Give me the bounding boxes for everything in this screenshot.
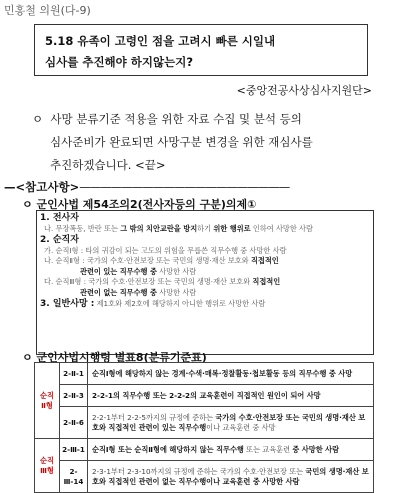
code-cell: 2-Ⅲ-14 xyxy=(60,461,88,493)
clause-text: 사망한 사람 xyxy=(156,266,197,276)
type-1-clause: 가. 순직Ⅰ형 : 타의 귀감이 되는 고도의 위험을 무릅쓴 직무수행 중 사망한 사람 xyxy=(44,245,287,255)
desc-cell xyxy=(88,439,374,461)
table-row xyxy=(35,385,374,407)
clause-text: 하기 xyxy=(197,224,214,233)
clause-text: 제1호와 제2호에 해당하지 아니한 행위로 사망한 사람 xyxy=(94,298,266,308)
code-cell: 2-Ⅱ-3 xyxy=(60,385,88,407)
general-death-clause xyxy=(40,299,370,310)
group-label: 순직 Ⅱ형 xyxy=(40,390,54,410)
question-line-2: 심사를 추진해야 하지않는지? xyxy=(45,55,193,69)
code-cell: 2-Ⅱ-6 xyxy=(60,407,88,439)
desc-cell: 순직Ⅰ형에 해당하지 않는 경계·수색·매복·정찰활동·첩보활동 등의 직무수행 중 사망 xyxy=(88,363,374,385)
question-source: <중앙전공사상심사지원단> xyxy=(236,84,372,97)
group-label: 순직 Ⅲ형 xyxy=(40,455,54,475)
clause-text: 사망한 사람 xyxy=(156,287,197,297)
reference-dashes: ———————————————————— xyxy=(79,180,290,194)
clause-bold: 그 밖의 치안교란을 방지 xyxy=(120,224,198,233)
heading-combat-death: 1. 전사자 xyxy=(40,213,79,223)
death-classification-box xyxy=(36,210,374,355)
question-line-1: 5.18 유족이 고령인 점을 고려시 빠른 시일내 xyxy=(45,34,276,48)
section-title-military-personnel-act: ㅇ 군인사법 제54조의2(전사자등의 구분)의제① xyxy=(22,198,257,211)
clause-text: 다. 순직Ⅲ형 : 국가의 수호·안전보장 또는 국민의 생명·재산 보호와 xyxy=(44,277,253,287)
clause-text: 나. 무장폭동, 반란 또는 xyxy=(44,224,121,233)
answer-block xyxy=(32,108,313,177)
group-cell-type-2 xyxy=(35,363,60,439)
combat-death-clause xyxy=(40,224,370,235)
table-row xyxy=(35,439,374,461)
desc-text: 또는 교육훈련 xyxy=(243,444,293,454)
code-cell: 2-Ⅱ-1 xyxy=(60,363,88,385)
heading-line-of-duty-death: 2. 순직자 xyxy=(40,234,79,245)
table-row xyxy=(35,461,374,493)
answer-line-3: 추진하겠습니다. <끝> xyxy=(50,158,166,172)
desc-text: 2-2-1부터 2-2-5까지의 규정에 준하는 xyxy=(92,412,216,422)
table-row xyxy=(35,407,374,439)
desc-cell xyxy=(88,461,374,493)
clause-text: 인하여 사망한 사람 xyxy=(250,224,313,233)
clause-text: 나. 순직Ⅱ형 : 국가의 수호·안전보장 또는 국민의 생명·재산 보호와 xyxy=(44,256,251,266)
table-row xyxy=(35,363,374,385)
reference-heading xyxy=(4,179,289,195)
desc-cell xyxy=(88,407,374,439)
desc-bold: 중 사망한 사람 xyxy=(292,444,340,454)
answer-bullet: ㅇ xyxy=(32,112,44,126)
clause-bold: 관련이 있는 직무수행 중 xyxy=(80,266,157,276)
speaker-header: 민홍철 의원(다-9) xyxy=(4,4,91,17)
clause-bold: 직접적인 xyxy=(250,256,279,266)
type-2-clause-cont xyxy=(40,267,370,278)
classification-table xyxy=(34,362,374,493)
reference-label: —<참고사항> xyxy=(4,180,80,194)
desc-text: 교육훈련 중 사망 xyxy=(222,422,276,432)
group-cell-type-3 xyxy=(35,439,60,493)
desc-text: 2-3-1부터 2-3-10까지의 규정에 준하는 국가의 수호·안전보장 또는 xyxy=(92,466,306,476)
clause-bold: 직접적인 xyxy=(252,277,281,287)
type-3-clause xyxy=(40,277,370,288)
heading-general-death: 3. 일반사망 : xyxy=(40,298,95,309)
type-2-clause xyxy=(40,256,370,267)
code-cell: 2-Ⅲ-1 xyxy=(60,439,88,461)
desc-cell: 2-2-1의 직무수행 또는 2-2-2의 교육훈련이 직접적인 원인이 되어 사망 xyxy=(88,385,374,407)
clause-bold: 위한 행위로 xyxy=(213,224,251,233)
answer-line-1: 사망 분류기준 적용을 위한 자료 수집 및 분석 등의 xyxy=(50,112,302,126)
desc-bold: 순직Ⅰ형 또는 순직Ⅱ형에 해당하지 않는 직무수행 xyxy=(92,444,244,454)
desc-bold: 국가의 수호·안전보장 또는 국민의 생명·재산 보호와 직접적인 관련이 있는 직무수행 xyxy=(92,412,366,432)
desc-bold: 국민의 생명·재산 보호와 직접적인 관련이 없는 직무수행이나 교육훈련 중 사망한 사람 xyxy=(92,466,369,486)
section-title-enforcement-decree: ㅇ 군인사법시행령 별표8(분류기준표) xyxy=(22,351,207,364)
answer-line-2: 심사준비가 완료되면 사망구분 변경을 위한 재심사를 xyxy=(50,135,313,149)
clause-bold: 관련이 없는 직무수행 중 xyxy=(80,287,157,297)
type-3-clause-cont xyxy=(40,288,370,299)
desc-text: 이나 xyxy=(206,422,223,432)
question-box xyxy=(34,24,368,76)
